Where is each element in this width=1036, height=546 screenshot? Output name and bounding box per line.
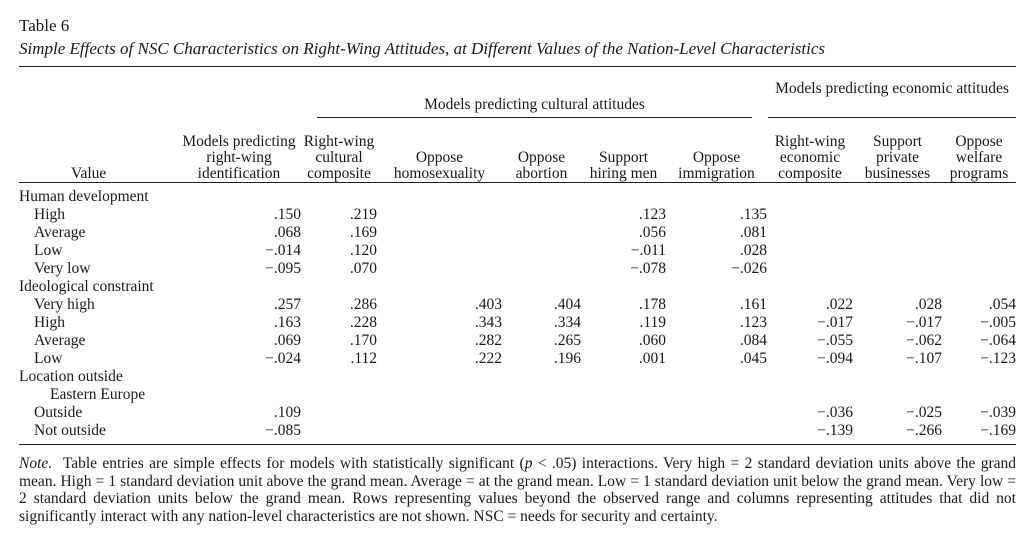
column-header: Support private businesses <box>864 133 931 182</box>
table-cell: −.024 <box>265 350 301 367</box>
table-cell <box>853 260 942 278</box>
table-cell <box>301 182 377 206</box>
note-text-before-p: Table entries are simple effects for models with statistically significant ( <box>62 455 525 472</box>
table-cell: .334 <box>553 314 581 331</box>
table-row <box>19 422 1016 440</box>
table-cell <box>853 386 942 404</box>
table-cell: .028 <box>914 296 942 313</box>
table-cell: .112 <box>350 350 377 367</box>
row-label: Average <box>34 332 86 349</box>
table-cell: −.025 <box>906 404 942 421</box>
cultural-span-rule <box>317 117 752 118</box>
table-row <box>19 260 1016 278</box>
table-cell: .123 <box>638 206 666 223</box>
table-cell: .054 <box>988 296 1016 313</box>
table-cell: .222 <box>474 350 502 367</box>
table-cell: −.062 <box>906 332 942 349</box>
table-cell <box>666 278 767 296</box>
table-cell: .286 <box>349 296 377 313</box>
column-header: Oppose welfare programs <box>949 133 1009 182</box>
table-cell <box>767 386 853 404</box>
row-label: Low <box>34 350 63 367</box>
row-label: High <box>34 206 65 223</box>
economic-group-header: Models predicting economic attitudes <box>775 80 1009 97</box>
table-cell <box>581 278 666 296</box>
table-number: Table 6 <box>19 16 70 35</box>
table-caption: Simple Effects of NSC Characteristics on Right-Wing Attitudes, at Different Values of the Nation-Level Characteristics <box>19 39 826 58</box>
table-cell <box>177 386 301 404</box>
table-note <box>19 455 1016 525</box>
table-cell <box>942 278 1016 296</box>
table-row <box>19 314 1016 332</box>
table-cell <box>502 206 581 224</box>
table-cell: .178 <box>638 296 666 313</box>
table-cell <box>502 278 581 296</box>
table-cell <box>377 278 502 296</box>
table-cell: .403 <box>474 296 502 313</box>
results-table <box>19 124 1016 440</box>
table-cell <box>377 206 502 224</box>
top-rule <box>19 66 1016 67</box>
table-cell: .161 <box>739 296 767 313</box>
table-cell: .170 <box>349 332 377 349</box>
table-cell <box>853 224 942 242</box>
table-row <box>19 386 1016 404</box>
table-cell <box>666 422 767 440</box>
column-header: Models predicting right-wing identification <box>182 133 296 182</box>
table-cell: .084 <box>739 332 767 349</box>
table-cell <box>666 368 767 386</box>
column-header: Oppose immigration <box>678 149 755 182</box>
table-row <box>19 332 1016 350</box>
table-row <box>19 182 1016 206</box>
table-cell: −.014 <box>265 242 301 259</box>
row-label: Average <box>34 224 86 241</box>
table-cell: .119 <box>639 314 666 331</box>
table-cell <box>853 242 942 260</box>
table-cell: −.011 <box>630 242 666 259</box>
table-cell: −.064 <box>980 332 1016 349</box>
table-cell: .404 <box>553 296 581 313</box>
row-label: Outside <box>34 404 83 421</box>
table-cell: −.039 <box>980 404 1016 421</box>
row-label: Ideological constraint <box>19 278 154 295</box>
table-cell: .070 <box>349 260 377 277</box>
table-cell: .120 <box>349 242 377 259</box>
table-cell <box>942 260 1016 278</box>
row-label: Eastern Europe <box>50 386 146 403</box>
row-label: Location outside <box>19 368 123 385</box>
header-rule <box>19 182 1016 183</box>
table-cell: .282 <box>474 332 502 349</box>
column-header: Oppose abortion <box>515 149 568 182</box>
table-cell <box>942 242 1016 260</box>
table-cell: .068 <box>273 224 301 241</box>
table-cell: −.139 <box>817 422 853 439</box>
table-cell <box>581 182 666 206</box>
table-cell <box>581 404 666 422</box>
table-cell <box>767 182 853 206</box>
table-cell: −.026 <box>731 260 767 277</box>
table-cell <box>853 368 942 386</box>
table-cell: .219 <box>349 206 377 223</box>
table-cell <box>767 242 853 260</box>
table-cell <box>942 182 1016 206</box>
table-cell: .123 <box>739 314 767 331</box>
table-cell <box>301 368 377 386</box>
table-cell: −.055 <box>817 332 853 349</box>
table-row <box>19 206 1016 224</box>
table-cell <box>502 386 581 404</box>
table-body <box>19 182 1016 440</box>
table-cell <box>301 278 377 296</box>
table-cell <box>853 278 942 296</box>
table-cell: .022 <box>825 296 853 313</box>
table-row <box>19 404 1016 422</box>
table-cell <box>377 368 502 386</box>
table-cell <box>377 422 502 440</box>
table-cell <box>377 404 502 422</box>
table-cell <box>502 182 581 206</box>
table-row <box>19 278 1016 296</box>
table-cell <box>853 206 942 224</box>
table-row <box>19 224 1016 242</box>
table-row <box>19 296 1016 314</box>
table-cell: .069 <box>273 332 301 349</box>
table-cell <box>581 368 666 386</box>
table-cell <box>502 260 581 278</box>
column-header: Oppose homosexuality <box>393 149 486 182</box>
table-cell: −.036 <box>817 404 853 421</box>
column-header: Support hiring men <box>589 149 658 182</box>
table-cell: .169 <box>349 224 377 241</box>
table-cell <box>502 224 581 242</box>
note-p-symbol: p <box>524 455 533 472</box>
table-cell <box>301 386 377 404</box>
table-cell: .028 <box>739 242 767 259</box>
table-cell <box>377 260 502 278</box>
table-cell <box>377 386 502 404</box>
table-cell: .081 <box>739 224 767 241</box>
table-cell <box>502 404 581 422</box>
table-cell: .265 <box>553 332 581 349</box>
table-cell: −.078 <box>630 260 666 277</box>
table-cell <box>767 224 853 242</box>
table-cell: −.094 <box>817 350 853 367</box>
row-label: Very low <box>34 260 91 277</box>
table-cell <box>942 224 1016 242</box>
table-row <box>19 368 1016 386</box>
table-cell <box>377 224 502 242</box>
table-cell <box>502 422 581 440</box>
cultural-group-header: Models predicting cultural attitudes <box>424 96 645 113</box>
table-row <box>19 350 1016 368</box>
table-cell <box>301 422 377 440</box>
row-label: Human development <box>19 188 149 205</box>
table-cell: −.085 <box>265 422 301 439</box>
row-label: High <box>34 314 65 331</box>
table-cell: −.266 <box>906 422 942 439</box>
table-cell <box>666 386 767 404</box>
table-row <box>19 242 1016 260</box>
table-cell: −.017 <box>906 314 942 331</box>
table-cell: .228 <box>349 314 377 331</box>
row-label: Not outside <box>34 422 106 439</box>
table-cell: .163 <box>273 314 301 331</box>
table-cell: −.095 <box>265 260 301 277</box>
note-text-after-p: < .05) interactions. Very high = 2 standard deviation units above the grand mean. High = 1 standard deviation unit above the grand mean. Average = at the grand mean. Low = 1 standard deviation unit below the grand mean. Very low = 2 standard deviation units below the grand mean. Rows representing values beyond the observed range and columns representing attitudes that did not significantly interact with any nation-level characteristics are not shown. NSC = needs for security and certainty. <box>19 455 1017 525</box>
table-cell <box>581 422 666 440</box>
table-cell <box>502 242 581 260</box>
column-header-row <box>19 124 1016 182</box>
table-cell <box>666 404 767 422</box>
table-cell <box>942 206 1016 224</box>
table-cell <box>666 182 767 206</box>
table-cell: .045 <box>739 350 767 367</box>
table-cell <box>377 182 502 206</box>
table-cell <box>767 260 853 278</box>
table-cell: −.169 <box>980 422 1016 439</box>
note-label: Note. <box>19 455 53 472</box>
table-cell: .150 <box>273 206 301 223</box>
column-header: Value <box>71 165 107 182</box>
table-cell <box>767 278 853 296</box>
row-label: Very high <box>34 296 95 313</box>
table-cell <box>767 206 853 224</box>
table-cell <box>502 368 581 386</box>
column-header: Right-wing economic composite <box>774 133 846 182</box>
table-cell <box>767 368 853 386</box>
table-cell: .135 <box>739 206 767 223</box>
table-cell: −.107 <box>906 350 942 367</box>
table-cell <box>377 242 502 260</box>
row-label: Low <box>34 242 63 259</box>
column-header: Right-wing cultural composite <box>303 133 375 182</box>
table-cell: .109 <box>273 404 301 421</box>
bottom-rule <box>19 444 1016 445</box>
table-cell: −.017 <box>817 314 853 331</box>
table-cell <box>581 386 666 404</box>
table-cell: .001 <box>638 350 666 367</box>
table-cell <box>853 182 942 206</box>
table-cell <box>942 386 1016 404</box>
table-cell: .343 <box>474 314 502 331</box>
table-cell <box>942 368 1016 386</box>
table-cell: .060 <box>638 332 666 349</box>
table-cell <box>301 404 377 422</box>
economic-span-rule <box>768 117 1016 118</box>
table-cell: −.005 <box>980 314 1016 331</box>
table-cell: .056 <box>638 224 666 241</box>
table-cell: .257 <box>273 296 301 313</box>
table-cell: .196 <box>553 350 581 367</box>
table-cell: −.123 <box>980 350 1016 367</box>
